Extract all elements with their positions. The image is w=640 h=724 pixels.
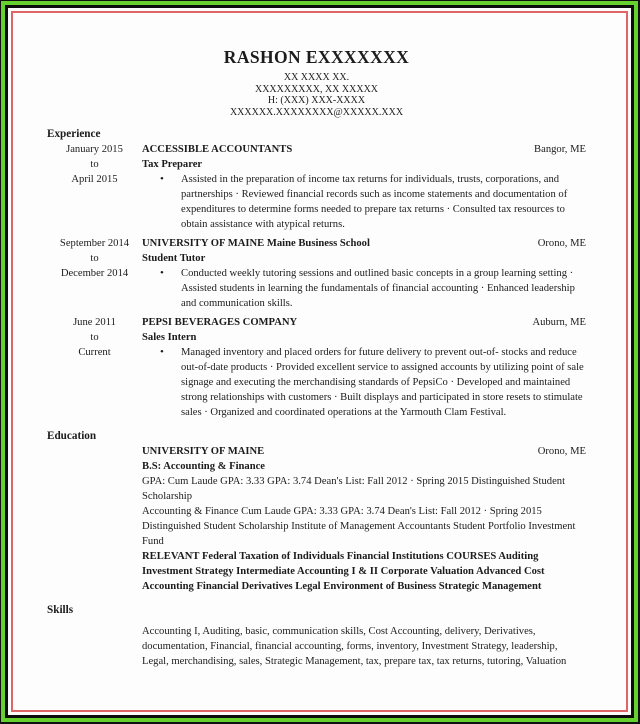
job-date-end: Current	[78, 347, 111, 358]
education-gpa-line: GPA: Cum Laude GPA: 3.33 GPA: 3.74 Dean's List: Fall 2012 · Spring 2015 Distinguished Student Scholarship	[142, 476, 566, 502]
education-honors-line: Accounting & Finance Cum Laude GPA: 3.33 GPA: 3.74 Dean's List: Fall 2012 · Spring 2015 Distinguished Student Scholarship Institute of Management Accountants Student Portfolio Investment Fund	[142, 506, 576, 547]
resume-name: RASHON EXXXXXXX	[223, 47, 410, 67]
job-header	[142, 142, 586, 157]
resume-page	[13, 13, 626, 710]
job-date-connector: to	[90, 159, 99, 170]
job-bullet: • Managed inventory and placed orders for future delivery to prevent out-of- stocks and reduce out-of-date products · Provided excellent service to assigned accounts by utilizing point of sale signage and executing the merchandising standards of PepsiCo · Developed and maintained strong relationships with customers · Built displays and participated in store resets to stimulate sales · Organized and coordinated operations at the Yarmouth Clam Festival.	[181, 345, 586, 420]
green-border	[1, 1, 638, 722]
job-title: Tax Preparer	[142, 159, 203, 170]
white-border-gap	[8, 8, 631, 715]
company-line	[142, 315, 297, 330]
job-entry	[47, 315, 586, 420]
contact-block	[47, 72, 586, 118]
job-date-connector: to	[90, 253, 99, 264]
section-heading-skills: Skills	[47, 604, 74, 616]
company-name: ACCESSIBLE ACCOUNTANTS	[142, 144, 293, 155]
job-header	[142, 315, 586, 330]
company-line	[142, 142, 292, 157]
skills-text: Accounting I, Auditing, basic, communication skills, Cost Accounting, delivery, Derivatives, documentation, Financial, financial accounting, forms, inventory, Investment Strategy, leadership, Legal, merchandising, sales, Strategic Management, tax, prepare tax, tax returns, tutoring, Valuation	[142, 626, 567, 667]
red-border	[11, 11, 628, 712]
education-header	[142, 444, 586, 459]
job-date-start: January 2015	[66, 144, 123, 155]
job-location: Orono, ME	[537, 238, 586, 249]
job-header	[142, 236, 586, 251]
section-heading-experience: Experience	[47, 128, 101, 140]
black-border	[5, 5, 634, 718]
job-date-end: April 2015	[71, 174, 118, 185]
job-entry	[47, 236, 586, 311]
education-body	[142, 444, 586, 594]
education-school: UNIVERSITY OF MAINE	[142, 446, 265, 457]
contact-address-line2: XXXXXXXXX, XX XXXXX	[254, 83, 379, 95]
job-location: Bangor, ME	[534, 144, 586, 155]
company-name: UNIVERSITY OF MAINE	[142, 238, 265, 249]
job-bullet-list	[142, 266, 586, 311]
job-bullet-list	[142, 345, 586, 420]
job-body	[142, 142, 586, 232]
job-body	[142, 236, 586, 311]
job-dates	[47, 142, 142, 232]
company-line	[142, 236, 370, 251]
job-dates	[47, 315, 142, 420]
education-relevant-courses: RELEVANT Federal Taxation of Individuals Financial Institutions COURSES Auditing Investment Strategy Intermediate Accounting I & II Corporate Valuation Advanced Cost Accounting Financial Derivatives Legal Environment of Business Strategic Management	[142, 551, 545, 592]
contact-phone: H: (XXX) XXX-XXXX	[267, 95, 366, 106]
job-body	[142, 315, 586, 420]
job-date-end: December 2014	[60, 268, 129, 279]
job-bullet-list	[142, 172, 586, 232]
job-entry	[47, 142, 586, 232]
job-title: Student Tutor	[142, 253, 206, 264]
job-location: Auburn, ME	[532, 317, 586, 328]
job-bullet: • Conducted weekly tutoring sessions and outlined basic concepts in a group learning setting · Assisted students in learning the fundamentals of financial accounting · Enhanced leadership and communication skills.	[181, 266, 586, 311]
company-name: PEPSI BEVERAGES COMPANY	[142, 317, 298, 328]
contact-email: XXXXXX.XXXXXXXX@XXXXX.XXX	[229, 106, 404, 118]
job-dates	[47, 236, 142, 311]
job-title: Sales Intern	[142, 332, 197, 343]
job-date-start: June 2011	[73, 317, 116, 328]
job-date-start: September 2014	[59, 238, 130, 249]
education-location: Orono, ME	[537, 446, 586, 457]
contact-address-line1: XX XXXX XX.	[283, 72, 350, 83]
job-bullet: • Assisted in the preparation of income tax returns for individuals, trusts, corporations, and partnerships · Reviewed financial records such as income statements and documentation of expenditures to determine forms needed to prepare tax returns · Consulted tax resources to obtain assistance with atypical returns.	[181, 172, 586, 232]
company-suffix: Maine Business School	[264, 238, 370, 249]
job-date-connector: to	[90, 332, 99, 343]
section-heading-education: Education	[47, 430, 97, 442]
education-degree: B.S: Accounting & Finance	[142, 461, 266, 472]
